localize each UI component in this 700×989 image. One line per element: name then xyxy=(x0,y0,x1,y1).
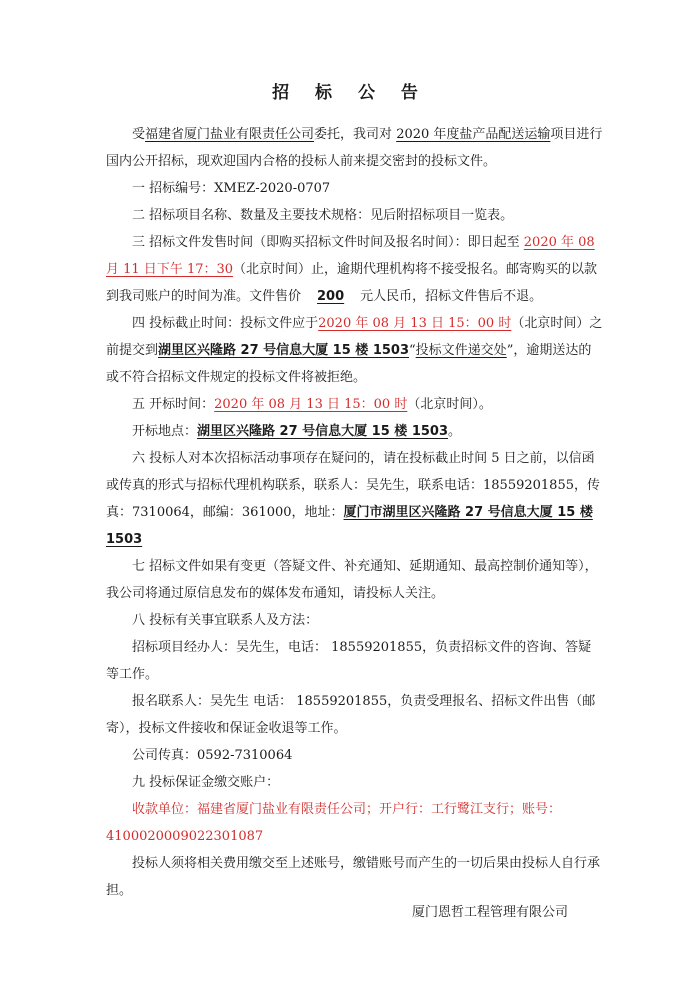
section-4-text-d: ”，逾期送达的或不符合招标文件规定的投标文件将被拒绝。 xyxy=(106,343,592,385)
sale-end-date: 2020 年 08 月 11 日下午 17：30 xyxy=(106,235,595,277)
section-7: 七 招标文件如果有变更（答疑文件、补充通知、延期通知、最高控制价通知等），我公司将通过原信息发布的媒体发布通知，请投标人关注。 xyxy=(106,559,598,601)
submission-desk: 投标文件递交处 xyxy=(415,343,507,358)
intro-text-2: 委托，我司对 xyxy=(314,127,393,142)
contact-project-handler: 招标项目经办人：吴先生，电话： 18559201855，负责招标文件的咨询、答疑等工作。 xyxy=(106,640,592,682)
venue-label: 开标地点： xyxy=(132,424,198,439)
section-4 xyxy=(106,310,604,391)
section-3-text-a: 三 招标文件发售时间（即购买招标文件时间及报名时间）：即日起至 xyxy=(132,235,520,250)
client-name: 福建省厦门盐业有限责任公司 xyxy=(145,127,315,142)
project-name: 2020 年度盐产品配送运输 xyxy=(396,127,551,142)
section-1: 一 招标编号：XMEZ-2020-0707 xyxy=(132,181,331,196)
signature-company: 厦门恩哲工程管理有限公司 xyxy=(412,905,569,920)
intro-text-3: 项目进行国内公开招标，现欢迎国内合格的投标人前来提交密封的投标文件。 xyxy=(106,127,603,169)
venue-end: 。 xyxy=(448,424,462,439)
company-fax: 公司传真：0592-7310064 xyxy=(132,748,293,763)
submission-place: 湖里区兴隆路 27 号信息大厦 15 楼 1503 xyxy=(158,343,410,358)
section-3-text-b: （北京时间）止，逾期代理机构将不接受报名。邮寄购买的以款到我司账户的时间为准。文件售价 xyxy=(106,262,598,304)
file-price: 200 xyxy=(317,289,345,304)
opening-venue xyxy=(106,418,604,445)
section-5 xyxy=(106,391,604,418)
section-3 xyxy=(106,229,604,310)
section-6-text: 六 投标人对本次招标活动事项存在疑问的，请在投标截止时间 5 日之前，以信函或传真的形式与招标代理机构联系，联系人：吴先生，联系电话：18559201855，传真：7310064，邮编：361000，地址： xyxy=(106,451,600,520)
section-8: 八 投标有关事宜联系人及方法： xyxy=(132,613,319,628)
opening-time: 2020 年 08 月 13 日 15：00 时 xyxy=(214,397,408,412)
venue-place: 湖里区兴隆路 27 号信息大厦 15 楼 1503 xyxy=(197,424,449,439)
section-2: 二 招标项目名称、数量及主要技术规格：见后附招标项目一览表。 xyxy=(132,208,514,223)
notice-title: 招 标 公 告 xyxy=(272,83,428,103)
section-4-text-c: “ xyxy=(409,343,416,358)
section-5-text-a: 五 开标时间： xyxy=(132,397,215,412)
bank-account: 收款单位：福建省厦门盐业有限责任公司；开户行：工行鹭江支行；账号：4100020009022301087 xyxy=(106,802,562,844)
section-3-text-c: 元人民币，招标文件售后不退。 xyxy=(360,289,543,304)
bid-deadline: 2020 年 08 月 13 日 15：00 时 xyxy=(318,316,512,331)
section-4-text-a: 四 投标截止时间：投标文件应于 xyxy=(132,316,319,331)
section-4-text-b: （北京时间）之前提交到 xyxy=(106,316,603,358)
contact-registration: 报名联系人：吴先生 电话： 18559201855，负责受理报名、招标文件出售（邮寄），投标文件接收和保证金收退等工作。 xyxy=(106,694,596,736)
section-5-text-b: （北京时间）。 xyxy=(407,397,492,412)
section-9: 九 投标保证金缴交账户： xyxy=(132,775,280,790)
contact-address: 厦门市湖里区兴隆路 27 号信息大厦 15 楼 1503 xyxy=(106,505,593,547)
payment-note: 投标人须将相关费用缴交至上述账号，缴错账号而产生的一切后果由投标人自行承担。 xyxy=(106,856,601,898)
intro-text-1: 受 xyxy=(132,127,146,142)
notice-body xyxy=(106,121,604,904)
section-6 xyxy=(106,445,604,553)
intro-paragraph xyxy=(106,121,604,175)
